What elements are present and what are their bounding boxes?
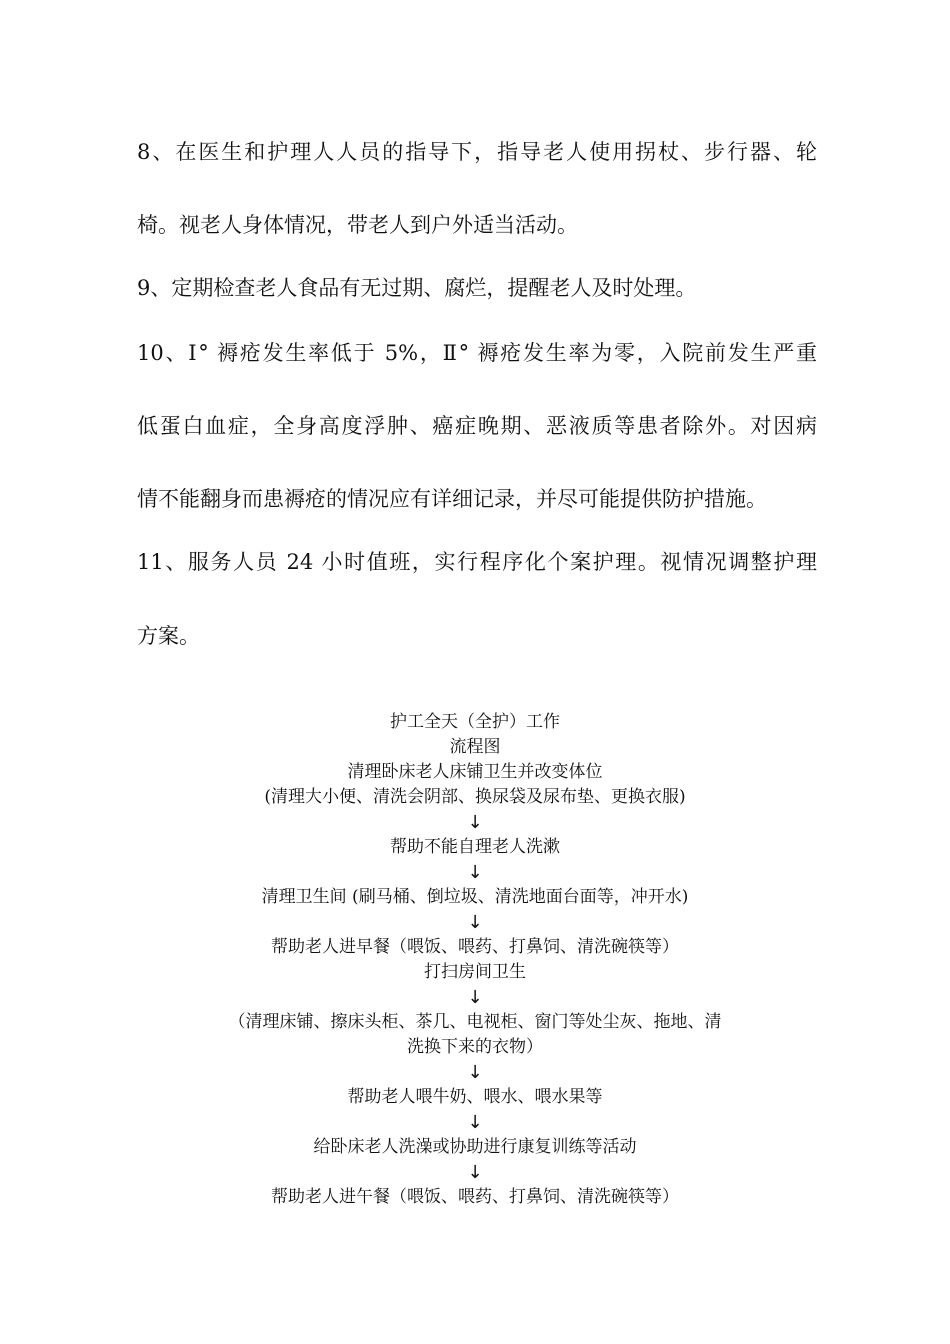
flow-step: 洗换下来的衣物） <box>407 1037 543 1057</box>
flow-step: 帮助老人进早餐（喂饭、喂药、打鼻饲、清洗碗筷等） <box>271 937 679 957</box>
paragraph-line: 10、Ⅰ° 褥疮发生率低于 5%，Ⅱ° 褥疮发生率为零，入院前发生严重 <box>137 341 817 365</box>
flow-step: （清理床铺、擦床头柜、茶几、电视柜、窗门等处尘灰、拖地、清 <box>228 1012 722 1032</box>
paragraph-line: 11、服务人员 24 小时值班，实行程序化个案护理。视情况调整护理 <box>137 550 817 574</box>
flowchart <box>175 710 775 1210</box>
paragraph-line: 情不能翻身而患褥疮的情况应有详细记录，并尽可能提供防护措施。 <box>137 487 767 511</box>
flow-step: 帮助老人喂牛奶、喂水、喂水果等 <box>347 1087 603 1107</box>
flow-step: 打扫房间卫生 <box>424 962 526 982</box>
down-arrow-icon: ↓ <box>467 812 483 833</box>
paragraph-line: 方案。 <box>137 624 200 648</box>
flow-step: 帮助老人进午餐（喂饭、喂药、打鼻饲、清洗碗筷等） <box>271 1187 679 1207</box>
flowchart-subtitle: 流程图 <box>449 737 501 757</box>
flow-step: (清理大小便、清洗会阴部、换尿袋及尿布垫、更换衣服) <box>264 787 686 807</box>
flowchart-title: 护工全天（全护）工作 <box>390 712 560 732</box>
down-arrow-icon: ↓ <box>467 987 483 1008</box>
paragraph-line: 低蛋白血症，全身高度浮肿、癌症晚期、恶液质等患者除外。对因病 <box>137 414 817 438</box>
paragraph-line: 9、定期检查老人食品有无过期、腐烂，提醒老人及时处理。 <box>137 276 697 300</box>
flow-step: 给卧床老人洗澡或协助进行康复训练等活动 <box>313 1137 637 1157</box>
paragraph-line: 8、在医生和护理人人员的指导下，指导老人使用拐杖、步行器、轮 <box>137 140 817 164</box>
flow-step: 清理卧床老人床铺卫生并改变体位 <box>347 762 603 782</box>
flow-step: 帮助不能自理老人洗漱 <box>390 837 560 857</box>
paragraph-line: 椅。视老人身体情况，带老人到户外适当活动。 <box>137 213 578 237</box>
down-arrow-icon: ↓ <box>467 1062 483 1083</box>
down-arrow-icon: ↓ <box>467 1112 483 1133</box>
flow-step: 清理卫生间 (刷马桶、倒垃圾、清洗地面台面等，冲开水) <box>261 887 689 907</box>
down-arrow-icon: ↓ <box>467 862 483 883</box>
down-arrow-icon: ↓ <box>467 912 483 933</box>
down-arrow-icon: ↓ <box>467 1162 483 1183</box>
